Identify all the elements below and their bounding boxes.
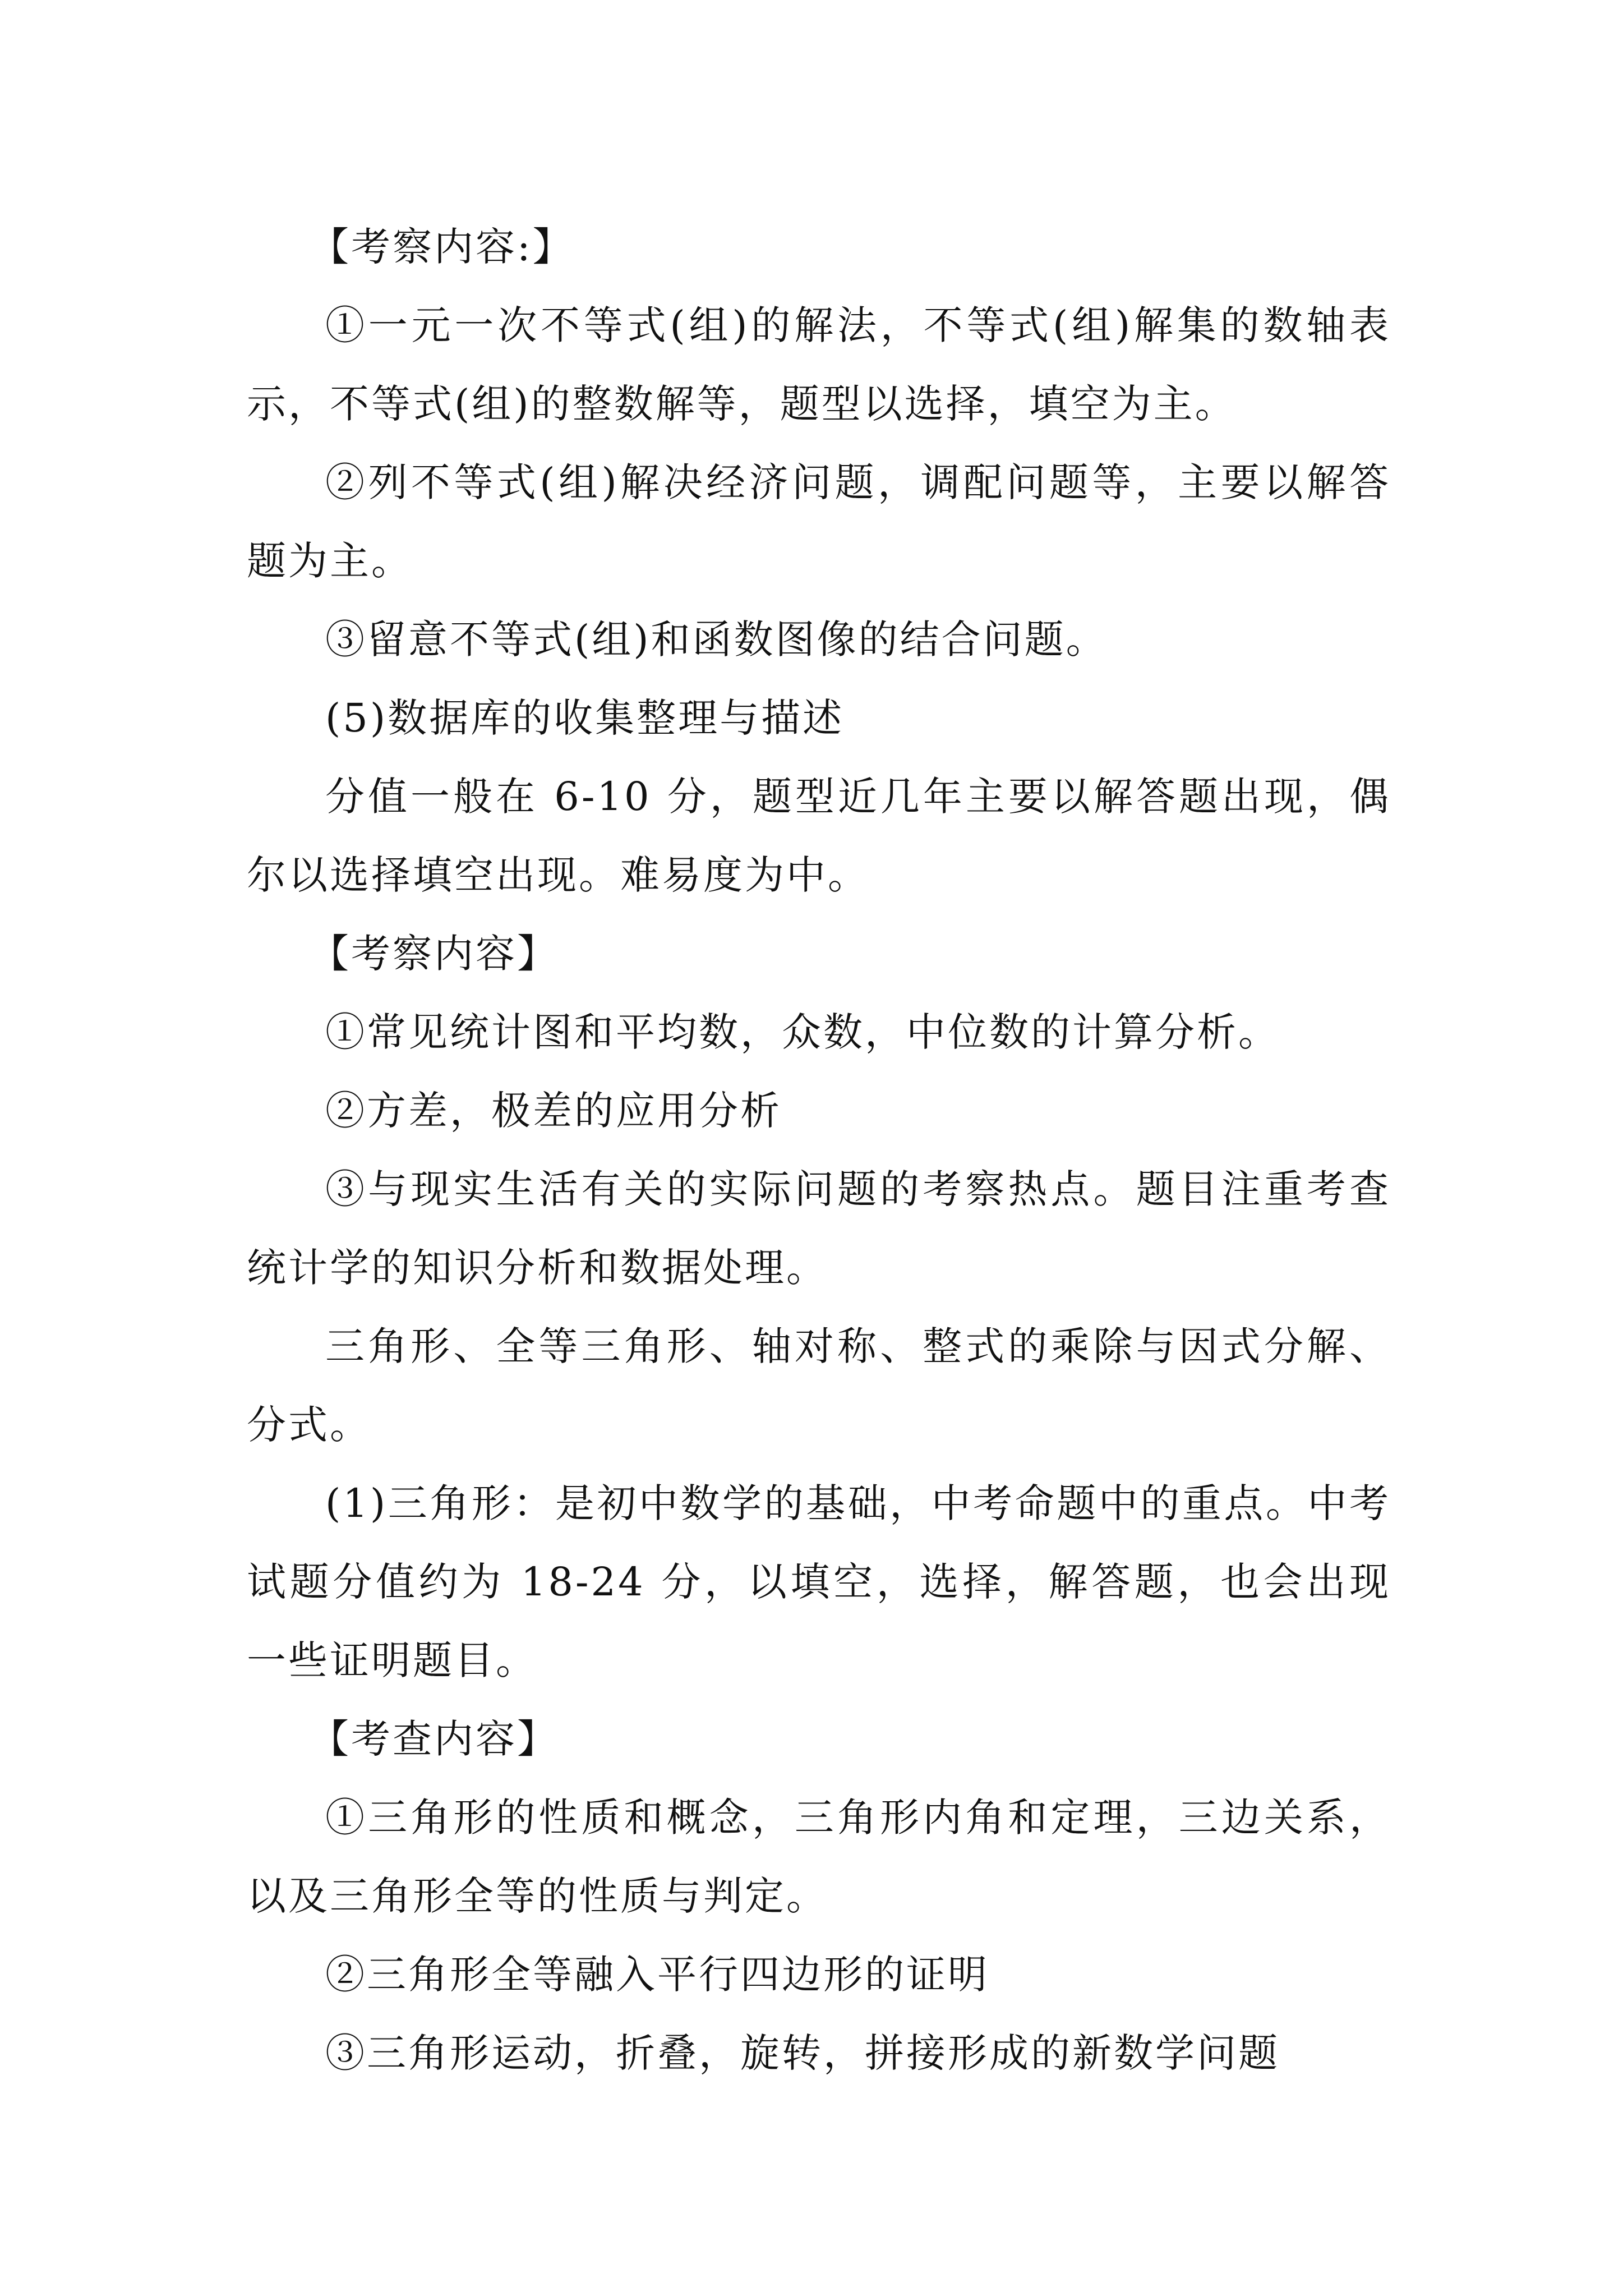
document-body [247,208,1391,2092]
section-heading-data-collection: (5)数据库的收集整理与描述 [325,695,845,741]
paragraph-triangle-properties: ①三角形的性质和概念，三角形内角和定理，三边关系，以及三角形全等的性质与判定。 [247,1795,1391,1919]
paragraph-statistics-charts: ①常见统计图和平均数，众数，中位数的计算分析。 [325,1009,1280,1055]
section-heading-exam-content-2: 【考察内容】 [310,931,559,977]
paragraph-variance-range: ②方差，极差的应用分析 [325,1088,782,1134]
paragraph-inequality-applications: ②列不等式(组)解决经济问题，调配问题等，主要以解答题为主。 [247,459,1391,584]
paragraph-triangle-intro: (1)三角形：是初中数学的基础，中考命题中的重点。中考试题分值约为 18-24 分，以填空，选择，解答题，也会出现一些证明题目。 [247,1480,1391,1683]
paragraph-inequality-functions: ③留意不等式(组)和函数图像的结合问题。 [325,616,1108,662]
paragraph-topic-list: 三角形、全等三角形、轴对称、整式的乘除与因式分解、分式。 [247,1323,1391,1448]
paragraph-inequality-solving: ①一元一次不等式(组)的解法，不等式(组)解集的数轴表示，不等式(组)的整数解等，题型以选择，填空为主。 [247,302,1391,427]
paragraph-score-range: 分值一般在 6-10 分，题型近几年主要以解答题出现，偶尔以选择填空出现。难易度为中。 [247,774,1391,898]
paragraph-real-life-problems: ③与现实生活有关的实际问题的考察热点。题目注重考查统计学的知识分析和数据处理。 [247,1166,1391,1291]
section-heading-exam-content-3: 【考查内容】 [310,1716,559,1762]
section-heading-exam-content: 【考察内容:】 [310,224,574,270]
paragraph-triangle-transformations: ③三角形运动，折叠，旋转，拼接形成的新数学问题 [325,2030,1280,2076]
paragraph-triangle-parallelogram: ②三角形全等融入平行四边形的证明 [325,1952,989,1998]
